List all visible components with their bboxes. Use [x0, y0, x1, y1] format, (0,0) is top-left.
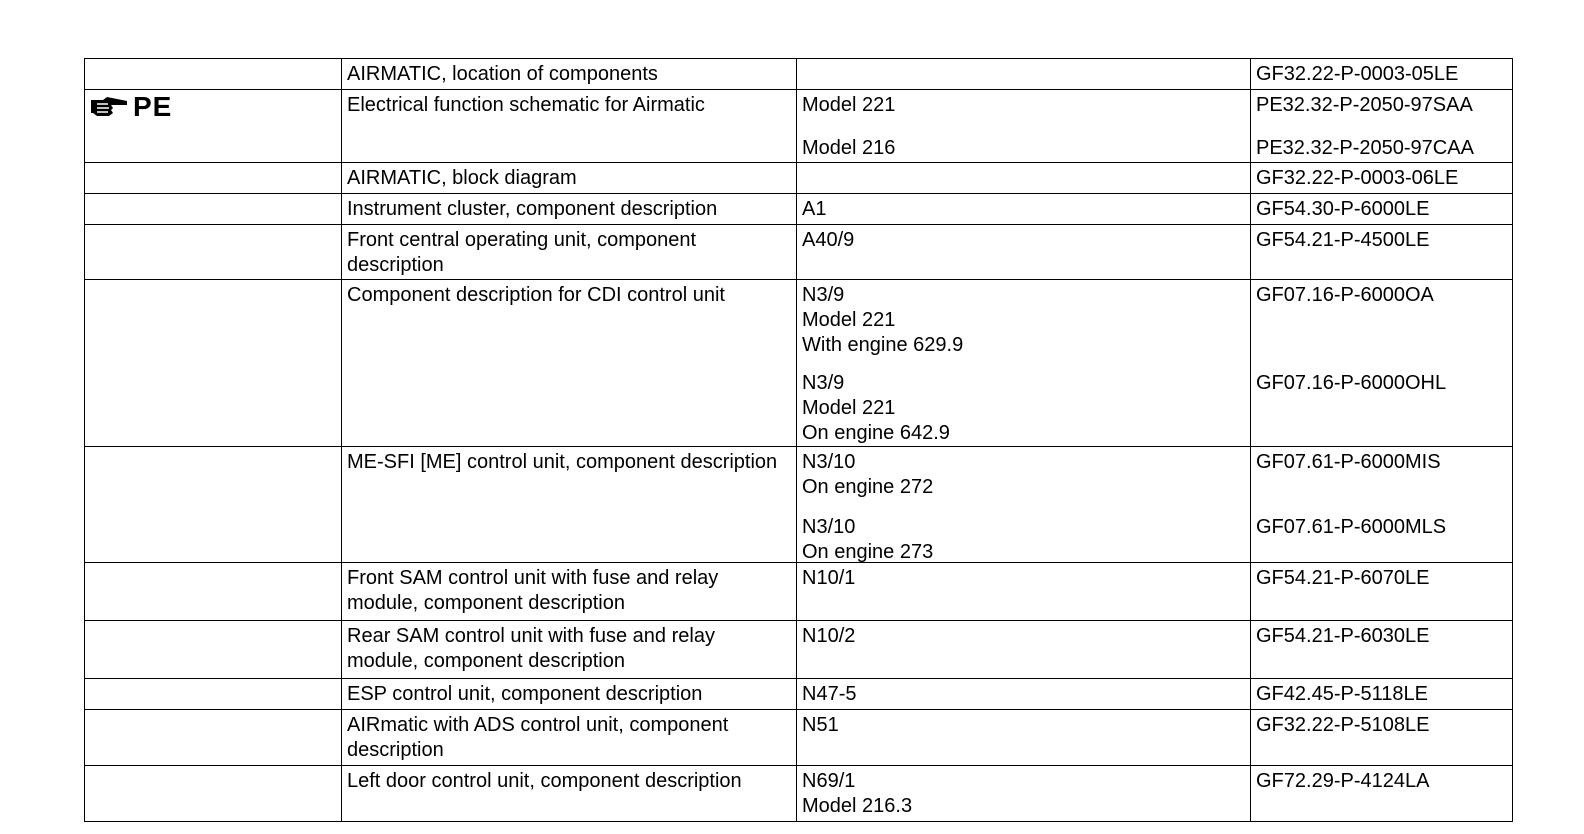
table-row: [85, 90, 1513, 163]
symbol-cell: [85, 194, 342, 225]
description-cell: AIRMATIC, location of components: [342, 59, 797, 90]
condition-cell: [797, 766, 1251, 822]
condition-line: Model 216.3: [802, 795, 913, 817]
condition-block: [802, 566, 1245, 591]
condition-line: A1: [802, 198, 827, 220]
document-link[interactable]: GF54.30-P-6000LE: [1256, 198, 1430, 220]
document-link[interactable]: GF72.29-P-4124LA: [1256, 770, 1430, 792]
document-number-cell: [1251, 679, 1513, 710]
condition-line: N69/1: [802, 770, 856, 792]
document-link[interactable]: GF07.16-P-6000OA: [1256, 284, 1434, 306]
document-link[interactable]: GF54.21-P-6070LE: [1256, 567, 1430, 589]
symbol-cell: [85, 59, 342, 90]
document-number-cell: [1251, 194, 1513, 225]
condition-block: [802, 136, 1245, 162]
condition-line: N3/10: [802, 516, 856, 538]
symbol-cell: [85, 90, 342, 163]
condition-cell: [797, 563, 1251, 621]
condition-block: [802, 515, 1245, 562]
condition-cell: [797, 280, 1251, 447]
document-number-cell: [1251, 163, 1513, 194]
description-cell: Instrument cluster, component description: [342, 194, 797, 225]
condition-block: [802, 228, 1245, 253]
document-number-cell: [1251, 225, 1513, 280]
description-cell: AIRMATIC, block diagram: [342, 163, 797, 194]
document-number-cell: [1251, 621, 1513, 679]
document-link[interactable]: GF32.22-P-5108LE: [1256, 714, 1430, 736]
condition-cell: [797, 679, 1251, 710]
condition-line: Model 221: [802, 309, 896, 331]
condition-cell: [797, 90, 1251, 163]
document-link[interactable]: GF42.45-P-5118LE: [1256, 683, 1428, 705]
document-number-cell: [1251, 280, 1513, 447]
document-link[interactable]: PE32.32-P-2050-97SAA: [1256, 94, 1473, 116]
description-cell: Front central operating unit, component description: [342, 225, 797, 280]
symbol-cell: [85, 447, 342, 563]
condition-block: [802, 283, 1245, 364]
document-number-cell: [1251, 563, 1513, 621]
table-row: [85, 225, 1513, 280]
table-row: [85, 280, 1513, 447]
symbol-cell: [85, 766, 342, 822]
symbol-cell: [85, 563, 342, 621]
table-row: [85, 710, 1513, 766]
description-cell: Electrical function schematic for Airmatic: [342, 90, 797, 163]
symbol-cell: [85, 163, 342, 194]
description-cell: Rear SAM control unit with fuse and relay module, component description: [342, 621, 797, 679]
condition-line: On engine 272: [802, 476, 934, 498]
condition-line: N3/10: [802, 451, 856, 473]
condition-line: N3/9: [802, 372, 845, 394]
condition-cell: [797, 59, 1251, 90]
condition-cell: [797, 447, 1251, 563]
condition-cell: [797, 621, 1251, 679]
condition-block: [802, 624, 1245, 649]
description-cell: AIRmatic with ADS control unit, component description: [342, 710, 797, 766]
condition-cell: [797, 710, 1251, 766]
document-number-cell: [1251, 766, 1513, 822]
condition-line: With engine 629.9: [802, 334, 964, 356]
condition-line: On engine 642.9: [802, 422, 950, 444]
condition-line: N47-5: [802, 683, 857, 705]
condition-block: [802, 371, 1245, 446]
condition-line: N3/9: [802, 284, 845, 306]
condition-block: [802, 713, 1245, 738]
document-number-cell: [1251, 59, 1513, 90]
symbol-cell: [85, 621, 342, 679]
condition-line: Model 216: [802, 137, 896, 159]
condition-cell: [797, 163, 1251, 194]
condition-line: Model 221: [802, 94, 896, 116]
condition-cell: [797, 225, 1251, 280]
condition-block: [802, 93, 1245, 129]
symbol-cell: [85, 679, 342, 710]
table-body: [85, 59, 1513, 822]
condition-line: N10/2: [802, 625, 856, 647]
condition-block: [802, 682, 1245, 707]
pointing-hand-icon: [89, 96, 129, 118]
symbol-cell: [85, 280, 342, 447]
pe-label: PE: [133, 91, 173, 122]
table-row: [85, 194, 1513, 225]
table-row: [85, 163, 1513, 194]
document-number-cell: [1251, 447, 1513, 563]
table-row: [85, 563, 1513, 621]
table-row: [85, 621, 1513, 679]
document-link[interactable]: GF32.22-P-0003-05LE: [1256, 63, 1459, 85]
condition-block: [802, 450, 1245, 508]
document-number-cell: [1251, 90, 1513, 163]
document-link[interactable]: GF07.61-P-6000MIS: [1256, 451, 1441, 473]
table-row: [85, 59, 1513, 90]
condition-line: A40/9: [802, 229, 855, 251]
condition-block: [802, 197, 1245, 222]
description-cell: Component description for CDI control unit: [342, 280, 797, 447]
document-link[interactable]: GF07.16-P-6000OHL: [1256, 372, 1447, 394]
document-link[interactable]: GF32.22-P-0003-06LE: [1256, 167, 1459, 189]
document-link[interactable]: GF07.61-P-6000MLS: [1256, 516, 1447, 538]
description-cell: Left door control unit, component description: [342, 766, 797, 822]
document-link[interactable]: GF54.21-P-4500LE: [1256, 229, 1430, 251]
description-cell: ESP control unit, component description: [342, 679, 797, 710]
pe-symbol[interactable]: [89, 93, 172, 121]
table-row: [85, 766, 1513, 822]
symbol-cell: [85, 225, 342, 280]
condition-line: N10/1: [802, 567, 856, 589]
condition-line: N51: [802, 714, 839, 736]
table-row: [85, 679, 1513, 710]
symbol-cell: [85, 710, 342, 766]
document-reference-table: [84, 58, 1513, 822]
document-number-cell: [1251, 710, 1513, 766]
description-cell: Front SAM control unit with fuse and relay module, component description: [342, 563, 797, 621]
description-cell: ME-SFI [ME] control unit, component description: [342, 447, 797, 563]
document-link[interactable]: PE32.32-P-2050-97CAA: [1256, 137, 1474, 159]
condition-cell: [797, 194, 1251, 225]
table-row: [85, 447, 1513, 563]
condition-line: Model 221: [802, 397, 896, 419]
condition-block: [802, 769, 1245, 819]
document-link[interactable]: GF54.21-P-6030LE: [1256, 625, 1430, 647]
condition-line: On engine 273: [802, 541, 934, 563]
